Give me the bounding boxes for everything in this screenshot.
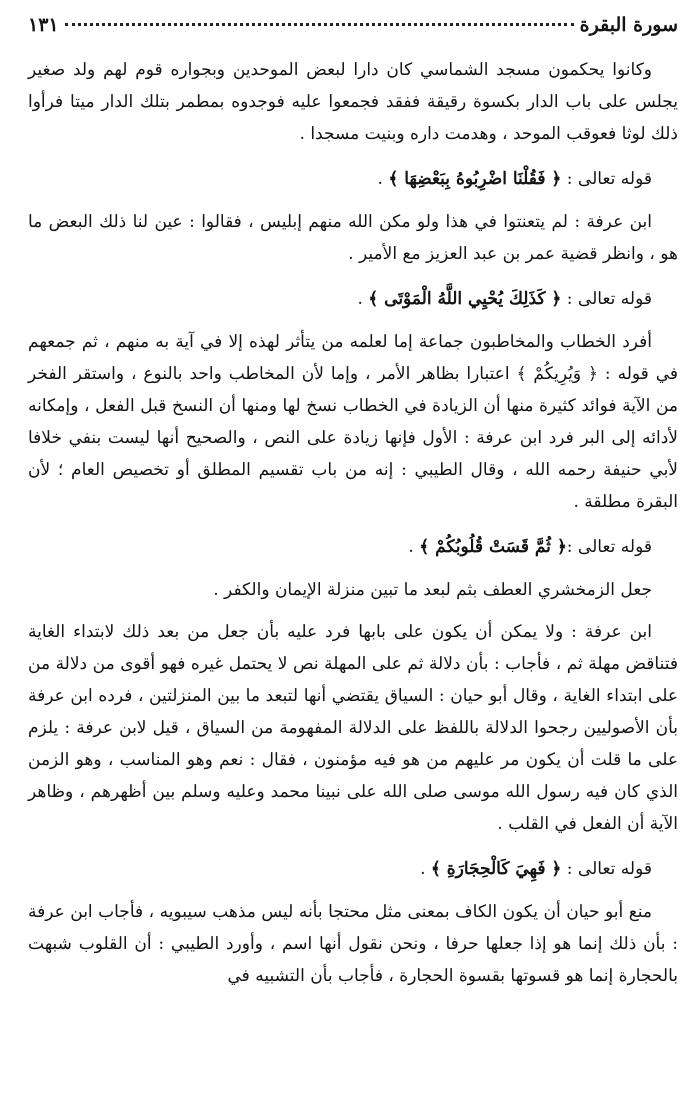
verse-intro: قوله تعالى : <box>561 289 652 309</box>
quran-verse: ﴿ فَهِيَ كَالْحِجَارَةِ ﴾ <box>430 859 562 879</box>
paragraph-text: أفرد الخطاب والمخاطبون جماعة إما لعلمه من يتأثر لهذه إلا في آية به منهم ، ثم جمعهم في قوله : <box>28 332 678 384</box>
verse-end: . <box>420 859 431 879</box>
quran-verse: ﴿ فَقُلْنَا اضْرِبُوهُ بِبَعْضِهَا ﴾ <box>388 169 562 189</box>
paragraph-zamakhshari: جعل الزمخشري العطف بثم لبعد ما تبين منزلة الإيمان والكفر . <box>213 580 652 600</box>
page-number: ١٣١ <box>28 14 59 36</box>
paragraph-text: اعتبارا بظاهر الأمر ، وإما لأن المخاطب واحد بالنوع ، واستقر الفخر من الآية فوائد كثيرة منها أن الزيادة في الخطاب نسخ لها ومنها أن النسخ قبل الفعل ، وإمكانه لأدائه إلى البر فرد ابن عرفة : الأول فإنها زيادة على النص ، والصحيح أنها ليست بنفي خلافا لأبي حنيفة رحمه الله ، وقال الطيبي : إنه من باب تقسيم المطلق أو تخصيص العام ؛ لأن البقرة مطلقة . <box>28 364 678 512</box>
quran-verse: ﴿ كَذَلِكَ يُحْيِي اللَّهُ الْمَوْتَى ﴾ <box>368 289 562 309</box>
verse-heading-4 <box>28 852 678 886</box>
quran-word: ﴿ وَيُرِيكُمْ ﴾ <box>516 364 599 384</box>
quran-verse: ﴿ ثُمَّ قَسَتْ قُلُوبُكُمْ ﴾ <box>419 537 567 557</box>
page-header <box>28 14 678 48</box>
verse-heading-3 <box>28 530 678 564</box>
header-dotted-rule <box>65 23 574 26</box>
verse-end: . <box>357 289 369 309</box>
paragraph-mosque-story: وكانوا يحكمون مسجد الشماسي كان دارا لبعض الموحدين وبجواره قوم لهم ولد صغير يجلس على باب الدار بكسوة رقيقة ففقد فجمعوا عليه فوجدوه بمطمر بتلك الدار ميتا فرأوا ذلك لوثا فعوقب الموحد ، وهدمت داره وبنيت مسجدا . <box>28 60 678 144</box>
paragraph-address-plural <box>28 326 678 518</box>
paragraph-ibn-arafa-2: ابن عرفة : ولا يمكن أن يكون على بابها فرد عليه بأن جعل من بعد ذلك لابتداء الغاية فتناقض مهلة ثم ، فأجاب : بأن دلالة ثم على المهلة نص لا يحتمل غيره فهو أقوى من دلالة من على ابتداء الغاية ، وقال أبو حيان : السياق يقتضي أنها لتبعد ما بين المنزلتين ، فرده ابن عرفة بأن الأصوليين رجحوا الدلالة باللفظ على الدلالة المفهومة من السياق ، قيل لابن عرفة : يلزم على ما قلت أن يكون مر عليهم من هو فيه مؤمنون ، فقال : نعم وهو المناسب ، وهو الزمن الذي كان فيه رسول الله موسى صلى الله على نبينا محمد وعليه وسلم بين أظهرهم ، وظاهر الآية أن الفعل في القلب . <box>28 622 678 834</box>
verse-heading-1 <box>28 162 678 196</box>
verse-heading-2 <box>28 282 678 316</box>
verse-end: . <box>377 169 389 189</box>
surah-title: سورة البقرة <box>579 14 678 36</box>
verse-intro: قوله تعالى : <box>561 859 652 879</box>
paragraph-ibn-arafa-1: ابن عرفة : لم يتعنتوا في هذا ولو مكن الله منهم إبليس ، فقالوا : عين لنا ذلك البعض ما هو ، وانظر قضية عمر بن عبد العزيز مع الأمير . <box>28 212 678 264</box>
verse-intro: قوله تعالى : <box>566 537 652 557</box>
paragraph-abu-hayyan: منع أبو حيان أن يكون الكاف بمعنى مثل محتجا بأنه ليس مذهب سيبويه ، فأجاب ابن عرفة : بأن ذلك إنما هو إذا جعلها حرفا ، ونحن نقول أنها اسم ، وأورد الطيبي : أن القلوب شبهت بالحجارة إنما هو قسوتها بقسوة الحجارة ، فأجاب بأن التشبيه في <box>28 902 678 986</box>
verse-end: . <box>408 537 420 557</box>
verse-intro: قوله تعالى : <box>561 169 652 189</box>
book-page <box>28 14 678 1094</box>
